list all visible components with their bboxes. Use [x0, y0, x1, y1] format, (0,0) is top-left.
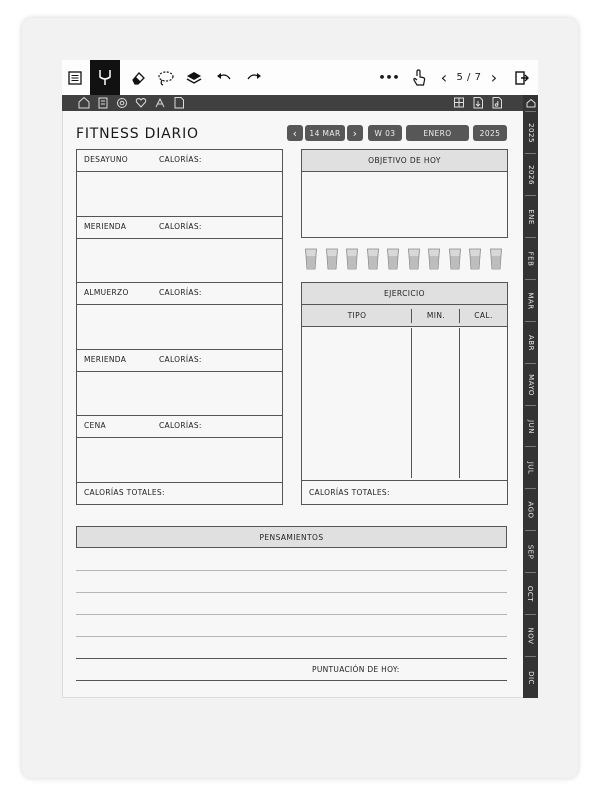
water-glass-icon[interactable]: [490, 248, 502, 270]
side-tab[interactable]: [523, 196, 538, 237]
date-pill[interactable]: 14 MAR: [305, 125, 345, 141]
meal-name: ALMUERZO: [84, 288, 129, 297]
water-glass-icon[interactable]: [469, 248, 481, 270]
side-tab-label: AGO: [526, 500, 535, 519]
exit-icon[interactable]: [510, 60, 534, 95]
side-tab-label: JUN: [526, 419, 535, 434]
meal-calories-label: CALORÍAS:: [159, 421, 202, 430]
note-line[interactable]: [76, 592, 507, 593]
meal-divider: [77, 282, 282, 283]
layers-icon[interactable]: [182, 60, 206, 95]
side-tab[interactable]: [523, 238, 538, 279]
side-tab[interactable]: [523, 406, 538, 447]
exercise-col-divider: [459, 328, 460, 478]
water-glass-icon[interactable]: [428, 248, 440, 270]
water-glass-icon[interactable]: [346, 248, 358, 270]
meal-calories-label: CALORÍAS:: [159, 288, 202, 297]
meal-total-divider: [77, 482, 282, 483]
undo-icon[interactable]: [212, 60, 236, 95]
screen: [62, 60, 538, 698]
side-tab[interactable]: [523, 364, 538, 405]
side-tab-label: ENE: [526, 208, 535, 225]
week-pill[interactable]: W 03: [368, 125, 402, 141]
eraser-icon[interactable]: [126, 60, 150, 95]
exercise-col-type: TIPO: [302, 305, 412, 327]
meal-notes-area[interactable]: [77, 172, 282, 216]
year-pill[interactable]: 2025: [473, 125, 507, 141]
redo-icon[interactable]: [242, 60, 266, 95]
next-page-button[interactable]: ›: [490, 68, 498, 87]
side-tab[interactable]: [523, 489, 538, 530]
month-pill[interactable]: ENERO: [406, 125, 469, 141]
next-date-button[interactable]: ›: [347, 125, 363, 141]
meal-notes-area[interactable]: [77, 239, 282, 283]
water-glass-icon[interactable]: [408, 248, 420, 270]
side-tab-label: MAYO: [526, 373, 535, 396]
top-toolbar: [62, 60, 538, 95]
side-tab-label: JUL: [526, 461, 535, 474]
meal-divider: [77, 415, 282, 416]
water-glass-icon[interactable]: [367, 248, 379, 270]
quick-link-bar: [62, 95, 538, 111]
home-icon[interactable]: [78, 96, 90, 109]
meal-divider: [77, 216, 282, 217]
exercise-header-divider: [459, 309, 460, 323]
toc-icon[interactable]: [64, 60, 86, 95]
side-tab-label: MAR: [526, 291, 535, 310]
side-tab-label: NOV: [526, 627, 535, 644]
water-glass-icon[interactable]: [305, 248, 317, 270]
side-tab[interactable]: [523, 447, 538, 488]
side-tab-label: DIC: [526, 670, 535, 685]
home-tab-icon[interactable]: [523, 95, 538, 111]
thoughts-header: PENSAMIENTOS: [76, 526, 507, 548]
pen-tool-icon[interactable]: [90, 60, 120, 95]
side-tab-label: OCT: [526, 585, 535, 602]
exercise-header-divider: [411, 309, 412, 323]
side-tab[interactable]: [523, 531, 538, 572]
score-bottom-line: [76, 680, 507, 681]
exercise-total-divider: [302, 480, 507, 481]
exercise-col-cal: CAL.: [460, 305, 507, 327]
layout-icon[interactable]: [453, 96, 465, 109]
exercise-col-min: MIN.: [412, 305, 460, 327]
meal-calories-label: CALORÍAS:: [159, 222, 202, 231]
side-tab-label: ABR: [526, 334, 535, 351]
meal-notes-area[interactable]: [77, 372, 282, 416]
lasso-icon[interactable]: [154, 60, 178, 95]
note-line[interactable]: [76, 614, 507, 615]
meal-name: MERIENDA: [84, 222, 127, 231]
score-divider: [76, 658, 507, 659]
side-tab-label: FEB: [526, 251, 535, 266]
prev-page-button[interactable]: ‹: [440, 68, 448, 87]
page-title: FITNESS DIARIO: [76, 126, 199, 142]
meal-name: DESAYUNO: [84, 155, 128, 164]
note-line[interactable]: [76, 570, 507, 571]
meal-calories-label: CALORÍAS:: [159, 355, 202, 364]
meal-divider: [77, 349, 282, 350]
side-tab[interactable]: [523, 657, 538, 698]
music-page-icon[interactable]: [491, 96, 503, 109]
meal-name: MERIENDA: [84, 355, 127, 364]
side-tab[interactable]: [523, 154, 538, 195]
prev-date-button[interactable]: ‹: [287, 125, 303, 141]
side-tab[interactable]: [523, 280, 538, 321]
side-tab-label: 2026: [526, 164, 535, 185]
page-icon[interactable]: [173, 96, 185, 109]
water-glass-icon[interactable]: [387, 248, 399, 270]
fitness-icon[interactable]: [154, 96, 166, 109]
page-indicator: 5 / 7: [456, 72, 482, 83]
exercise-total-label: CALORÍAS TOTALES:: [309, 488, 390, 497]
note-line[interactable]: [76, 636, 507, 637]
exercise-col-divider: [411, 328, 412, 478]
side-tab[interactable]: [523, 573, 538, 614]
export-page-icon[interactable]: [472, 96, 484, 109]
meal-calories-label: CALORÍAS:: [159, 155, 202, 164]
clipboard-icon[interactable]: [97, 96, 109, 109]
goal-header: OBJETIVO DE HOY: [302, 150, 507, 172]
meal-notes-area[interactable]: [77, 305, 282, 349]
meal-total-label: CALORÍAS TOTALES:: [84, 488, 165, 497]
month-tabs: [523, 95, 538, 698]
water-glass-icon[interactable]: [326, 248, 338, 270]
score-label: PUNTUACIÓN DE HOY:: [312, 665, 400, 674]
side-tab[interactable]: [523, 615, 538, 656]
side-tab[interactable]: [523, 112, 538, 153]
water-glass-icon[interactable]: [449, 248, 461, 270]
exercise-header: EJERCICIO: [302, 283, 507, 305]
touch-toggle-icon[interactable]: [407, 60, 431, 95]
more-menu-button[interactable]: •••: [378, 71, 400, 84]
side-tab-label: SEP: [526, 544, 535, 559]
heart-icon[interactable]: [135, 96, 147, 109]
target-icon[interactable]: [116, 96, 128, 109]
side-tab[interactable]: [523, 322, 538, 363]
meal-name: CENA: [84, 421, 106, 430]
side-tab-label: 2025: [526, 122, 535, 143]
meal-notes-area[interactable]: [77, 438, 282, 482]
